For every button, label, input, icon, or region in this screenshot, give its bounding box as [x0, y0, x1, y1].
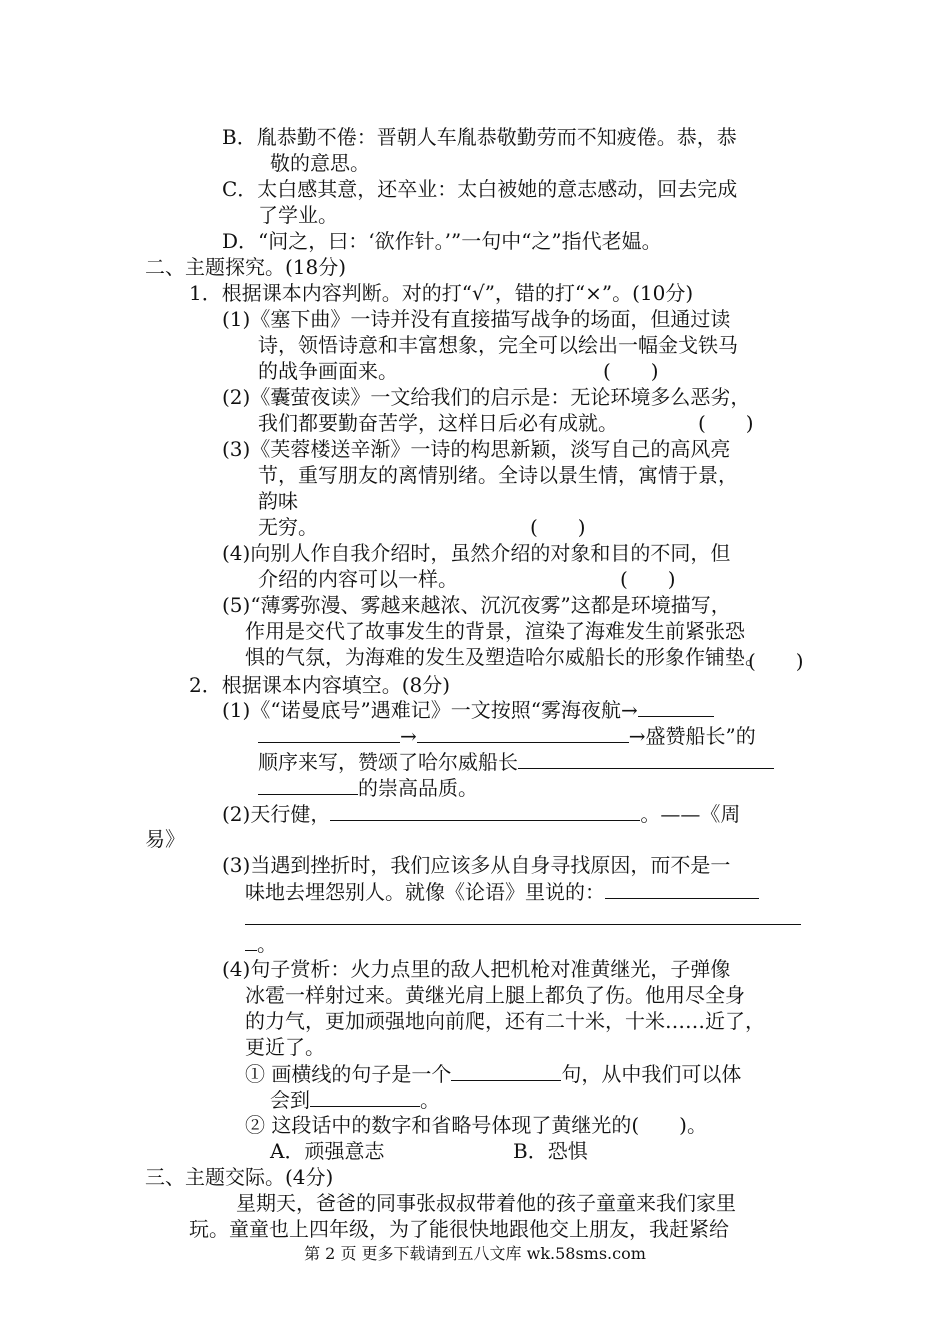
- q2-item3-line2: [245, 878, 759, 905]
- q2-item4-line2: 冰雹一样射过来。黄继光肩上腿上都负了伤。他用尽全身: [245, 983, 745, 1007]
- q1-item4-line1: (4)向别人作自我介绍时，虽然介绍的对象和目的不同，但: [222, 541, 731, 565]
- q1-item3-line3: 韵味: [258, 489, 298, 513]
- q2-item4-sub1-text-b: 句，从中我们可以体: [561, 1062, 742, 1086]
- q2-item1-line2: [258, 722, 756, 749]
- q1-item4-line2: 介绍的内容可以一样。: [258, 567, 458, 591]
- q1-item3-line4: 无穷。: [258, 515, 318, 539]
- q1-item1-line3: 的战争画面来。: [258, 359, 398, 383]
- section3-paragraph-line2: 玩。童童也上四年级，为了能很快地跟他交上朋友，我赶紧给: [189, 1217, 729, 1241]
- q2-item1-line1: [222, 696, 714, 723]
- q1-item4-answer-paren[interactable]: ( ): [620, 567, 676, 591]
- option-d-line: D．“问之，曰：‘欲作针。’”一句中“之”指代老媪。: [222, 229, 662, 253]
- q2-item2-line1: [222, 800, 740, 827]
- q2-item4-sub1-blank1[interactable]: [451, 1060, 561, 1081]
- q2-item4-line4: 更近了。: [245, 1035, 325, 1059]
- option-b-line2: 敬的意思。: [270, 151, 370, 175]
- q2-item1-text-e: 的崇高品质。: [358, 776, 478, 800]
- q2-item3-text-d: 。: [257, 932, 277, 956]
- section3-heading: 三、主题交际。(4分): [145, 1165, 334, 1189]
- q2-item4-sub1-blank2[interactable]: [310, 1086, 420, 1107]
- q2-item3-line1: (3)当遇到挫折时，我们应该多从自身寻找原因，而不是一: [222, 853, 731, 877]
- q2-item3-text-b: 味地去埋怨别人。就像《论语》里说的：: [245, 880, 605, 904]
- q2-item4-option-a[interactable]: A．顽强意志: [270, 1139, 385, 1163]
- q2-item2-line2: 易》: [145, 827, 185, 851]
- q1-item5-line2: 作用是交代了故事发生的背景，渲染了海难发生前紧张恐: [245, 619, 745, 643]
- q2-item4-line3: 的力气，更加顽强地向前爬，还有二十米，十米……近了，: [245, 1009, 765, 1033]
- q2-item4-sub1-text-a: ① 画横线的句子是一个: [245, 1062, 452, 1086]
- q1-item5-line1: (5)“薄雾弥漫、雾越来越浓、沉沉夜雾”这都是环境描写，: [222, 593, 731, 617]
- q1-item5-answer-paren[interactable]: ( ): [748, 649, 804, 673]
- q2-item1-line4: [258, 774, 478, 801]
- q2-item1-text-a: (1)《“诺曼底号”遇难记》一文按照“雾海夜航→: [222, 698, 638, 722]
- q2-item1-text-d: 顺序来写，赞颂了哈尔威船长: [258, 750, 518, 774]
- q2-item3-blank3[interactable]: [245, 930, 257, 951]
- q2-item1-text-c: →盛赞船长”的: [628, 724, 756, 748]
- q2-item1-blank1[interactable]: [638, 696, 714, 717]
- q1-item2-answer-paren[interactable]: ( ): [698, 411, 754, 435]
- q1-item1-line2: 诗，领悟诗意和丰富想象，完全可以绘出一幅金戈铁马: [258, 333, 738, 357]
- q1-item3-line2: 节，重写朋友的离情别绪。全诗以景生情，寓情于景，: [258, 463, 738, 487]
- q2-item4-sub1-text-d: 。: [420, 1088, 440, 1112]
- q2-item4-option-b[interactable]: B．恐惧: [513, 1139, 588, 1163]
- q2-item3-blank2[interactable]: [245, 904, 801, 925]
- q1-item2-line1: (2)《囊萤夜读》一文给我们的启示是：无论环境多么恶劣，: [222, 385, 751, 409]
- q2-item4-line1: (4)句子赏析：火力点里的敌人把机枪对准黄继光，子弹像: [222, 957, 731, 981]
- q1-item1-answer-paren[interactable]: ( ): [603, 359, 659, 383]
- q1-item2-line2: 我们都要勤奋苦学，这样日后必有成就。: [258, 411, 618, 435]
- q2-item2-blank[interactable]: [330, 800, 640, 821]
- q2-item1-blank3[interactable]: [417, 722, 629, 743]
- q2-item1-blank4[interactable]: [518, 748, 774, 769]
- q2-item1-line3: [258, 748, 774, 775]
- section2-heading: 二、主题探究。(18分): [145, 255, 347, 279]
- q2-item2-text-a: (2)天行健，: [222, 802, 331, 826]
- q2-item2-text-b: 。——《周: [640, 802, 741, 826]
- section3-paragraph-line1: 星期天，爸爸的同事张叔叔带着他的孩子童童来我们家里: [236, 1191, 736, 1215]
- q2-item4-sub2: ② 这段话中的数字和省略号体现了黄继光的( )。: [245, 1113, 707, 1137]
- option-c-line2: 了学业。: [258, 203, 338, 227]
- q2-title: 2．根据课本内容填空。(8分): [189, 673, 451, 697]
- option-c-line1: C．太白感其意，还卒业：太白被她的意志感动，回去完成: [222, 177, 738, 201]
- q1-item3-line1: (3)《芙蓉楼送辛渐》一诗的构思新颖，淡写自己的高风亮: [222, 437, 731, 461]
- option-b-line1: B．胤恭勤不倦：晋朝人车胤恭敬勤劳而不知疲倦。恭，恭: [222, 125, 737, 149]
- q2-item4-sub1-text-c: 会到: [270, 1088, 310, 1112]
- q1-item3-answer-paren[interactable]: ( ): [530, 515, 586, 539]
- q2-item1-blank2[interactable]: [258, 722, 400, 743]
- page-footer: 第 2 页 更多下载请到五八文库 wk.58sms.com: [304, 1244, 646, 1263]
- q2-item3-line4: [245, 930, 277, 957]
- q2-item4-sub1-line2: [270, 1086, 440, 1113]
- q2-item1-arrow: →: [400, 724, 417, 748]
- q2-item1-blank5[interactable]: [258, 774, 358, 795]
- q1-item5-line3: 惧的气氛，为海难的发生及塑造哈尔威船长的形象作铺垫。: [245, 645, 765, 669]
- q2-item3-blank1[interactable]: [605, 878, 759, 899]
- q2-item4-sub1-line1: [245, 1060, 741, 1087]
- q2-item3-line3: [245, 904, 801, 931]
- q1-title: 1．根据课本内容判断。对的打“√”，错的打“×”。(10分): [189, 281, 694, 305]
- q1-item1-line1: (1)《塞下曲》一诗并没有直接描写战争的场面，但通过读: [222, 307, 731, 331]
